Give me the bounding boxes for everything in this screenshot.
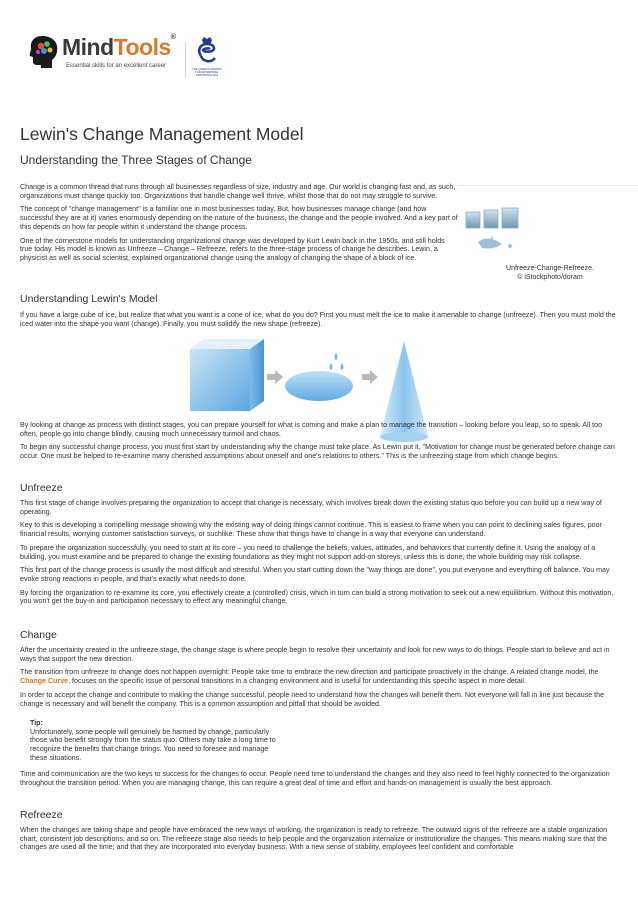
refreeze-paragraph: When the changes are taking shape and people have embraced the new ways of working, the organization is ready to refreeze. The outward signs of the refreeze are a stable organization chart, consistent job descriptions, and so on. The refreeze stage also needs to help people and the organization internalize or institutionalize the changes. This means making sure that the changes are used all the time; and that they are incorporated into everyday business. With a new sense of stability, employees feel confident and comfortable [20,826,608,852]
tip-box [30,719,330,763]
unfreeze-paragraph: This first stage of change involves preparing the organization to accept that change is necessary, which involves break down the existing status quo before you can build up a new way of operating. [20,499,602,516]
tip-line: Unfortunately, some people will genuinely be harmed by change, particularly [30,727,270,736]
model-intro-paragraph: If you have a large cube of ice, but realize that what you want is a cone of ice, what do you do? First you must melt the ice to make it amenable to change (unfreeze). Then you must mold the iced water into the shape you want (change). Finally, you must solidify the new shape (refreeze). [20,311,616,328]
ice-cube-shape [190,339,264,411]
brand-name-tools: Tools [113,34,171,60]
unfreeze-paragraph: This first part of the change process is usually the most difficult and stressful. When you start cutting down the "way things are done", you put everyone and everything off balance. You may evoke strong reactions in people, and that's exactly what needs to done. [20,566,610,583]
right-arrow-icon [267,370,283,384]
award-text: THE QUEEN'S AWARDS FOR ENTERPRISE: INNOVATION 2012 [192,68,222,77]
ice-cubes-photo-frame [458,185,638,262]
queens-award-logo [192,36,222,84]
photo-caption [470,264,630,282]
mindtools-logo[interactable] [28,34,188,78]
unfreeze-paragraph: To prepare the organization successfully, you need to start at its core – you need to challenge the beliefs, values, attitudes, and behaviors that currently define it. Using the analogy of a building, you must examine and be prepared to change the existing foundations as they might not support add-on storeys; unless this is done, the whole building may risk collapse. [20,543,596,561]
brand-name [62,34,175,61]
model-heading: Understanding Lewin's Model [20,293,158,305]
change-paragraph: In order to accept the change and contribute to making the change successful, people need to understand how the changes will benefit them. Not everyone will fall in line just because the change is necessary and will benefit the company. This is a common assumption and pitfall that should be avoided. [20,690,605,708]
brand-name-mind: Mind [62,34,114,60]
change-paragraph: Time and communication are the two keys to success for the changes to occur. People need time to understand the changes and they also need to feel highly connected to the organization throughout the transition period. When you are managing change, this can require a great deal of time and effort and hands-on management is usually the best approach. [20,770,610,787]
intro-paragraph: Change is a common thread that runs through all businesses regardless of size, industry and age. Our world is changing fast and, as such, organizations must change quickly too. Organizations that handle change well thrive, whilst those that do not may struggle to survive. [20,183,456,200]
unfreeze-section [20,499,620,606]
brand-tagline: Essential skills for an excellent career [66,63,167,69]
right-arrow-icon [362,370,378,384]
melted-water-shape [285,353,353,401]
intro-paragraph: The concept of "change management" is a familiar one in most businesses today. But, how businesses manage change (and how successful they are at it) varies enormously depending on the nature of the business, the change and the people involved. And a key part of this depends on how far people within it understand the change process. [20,205,458,231]
refreeze-heading: Refreeze [20,809,63,821]
unfreeze-paragraph: Key to this is developing a compelling message showing why the existing way of doing things cannot continue. This is easiest to frame when you can point to declining sales figures, poor financial results, worrying customer satisfaction surveys, or suchlike: These show that things have to change in a way that everyone can understand. [20,521,602,539]
change-text: , focuses on the specific issue of personal transitions in a changing environment and is useful for understanding this specific aspect in more detail. [68,677,526,686]
model-paragraph: By looking at change as process with distinct stages, you can prepare yourself for what is coming and make a plan to manage the transition – looking before you leap, so to speak. All too often, people go into change blindly, causing much unnecessary turmoil and chaos. [20,421,603,438]
tip-line: those who benefit strongly from the status quo. Others may take a long time to [30,736,276,745]
ice-cubes-photo [458,186,638,262]
change-section [20,646,620,708]
photo-credit: © iStockphoto/doram [517,274,583,281]
page-title: Lewin's Change Management Model [20,124,304,144]
change-paragraph: After the uncertainty created in the unfreeze stage, the change stage is where people begin to resolve their uncertainty and look for new ways to do things. People start to believe and act in ways that support the new direction. [20,646,610,663]
photo-caption-title: Unfreeze-Change-Refreeze. [506,265,594,272]
head-silhouette-icon [28,34,60,68]
intro-section [20,183,458,263]
tip-line: these situations. [30,753,82,762]
unfreeze-heading: Unfreeze [20,482,63,494]
change-paragraph [20,668,620,685]
change-curve-link[interactable]: Change Curve [20,677,69,686]
tip-line: recognize the benefits that change brings. You need to foresee and manage [30,745,269,754]
change-heading: Change [20,629,57,641]
change-text: The transition from unfreeze to change does not happen overnight: People take time to embrace the new direction and participate proactively in the change. A related change model, the [20,668,599,677]
page-subtitle: Understanding the Three Stages of Change [20,153,252,167]
model-section [20,421,620,461]
unfreeze-paragraph: By forcing the organization to re-examine its core, you effectively create a (controlled) crisis, which in turn can build a strong motivation to seek out a new equilibrium. Without this motivation, you won't get the buy-in and participation necessary to effect any meaningful change. [20,588,614,606]
trademark-symbol: ® [170,34,176,41]
queens-award-emblem-icon [192,36,222,68]
model-paragraph: To begin any successful change process, you must first start by understanding why the change must take place. As Lewin put it, "Motivation for change must be generated before change can occur. One must be helped to re-examine many cherished assumptions about oneself and one's relations to others." This is the unfreezing stage from which change begins. [20,443,615,461]
header-divider [185,42,186,78]
intro-paragraph: One of the cornerstone models for understanding organizational change was developed by Kurt Lewin back in the 1950s, and still holds true today. His model is known as Unfreeze – Change – Refreeze, refers to the three-stage process of change he describes. Lewin, a physicist as well as social scientist, explained organizational change using the analogy of changing the shape of a block of ice. [20,236,445,262]
tip-label: Tip: [30,719,43,727]
